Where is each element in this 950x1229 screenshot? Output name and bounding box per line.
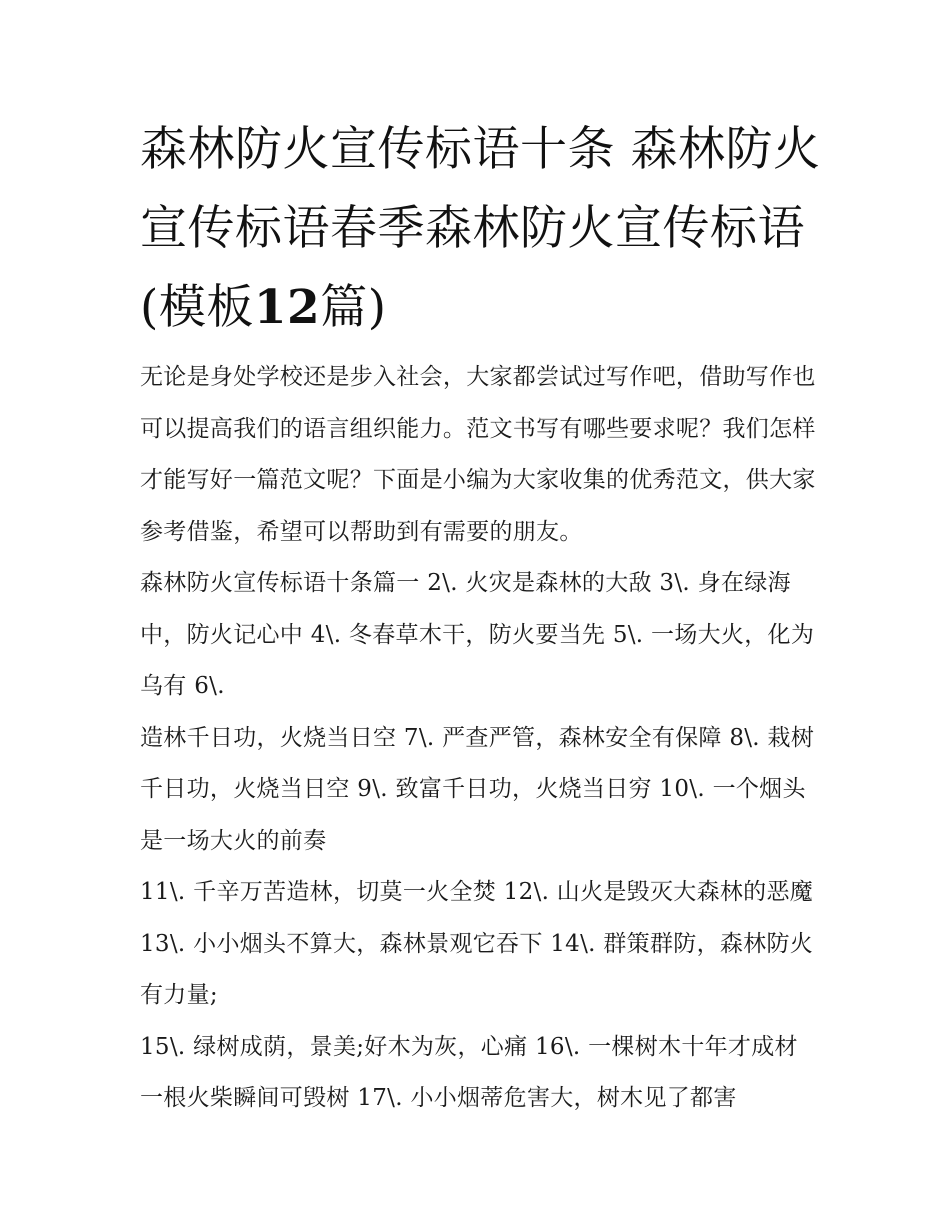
slogan-paragraph-1: 森林防火宣传标语十条篇一 2\. 火灾是森林的大敌 3\. 身在绿海中，防火记心中 4\. 冬春草木干，防火要当先 5\. 一场大火，化为乌有 6\. — [140, 570, 815, 699]
document-title — [140, 110, 830, 347]
slogan-paragraph-3: 11\. 千辛万苦造林，切莫一火全焚 12\. 山火是毁灭大森林的恶魔 13\. 小小烟头不算大，森林景观它吞下 14\. 群策群防，森林防火有力量; — [140, 879, 814, 1008]
intro-paragraph: 无论是身处学校还是步入社会，大家都尝试过写作吧，借助写作也可以提高我们的语言组织能力。范文书写有哪些要求呢？我们怎样才能写好一篇范文呢？下面是小编为大家收集的优秀范文，供大家参考借鉴，希望可以帮助到有需要的朋友。 — [140, 364, 816, 545]
document-body — [140, 352, 820, 1125]
title-number: 12 — [253, 280, 321, 335]
title-text: 森林防火宣传标语十条 森林防火宣传标语春季森林防火宣传标语(模板 — [140, 122, 821, 335]
title-suffix: 篇) — [320, 280, 387, 335]
slogan-paragraph-4: 15\. 绿树成荫，景美;好木为灰，心痛 16\. 一棵树木十年才成材 一根火柴瞬间可毁树 17\. 小小烟蒂危害大，树木见了都害 — [140, 1033, 798, 1111]
slogan-paragraph-2: 造林千日功，火烧当日空 7\. 严查严管，森林安全有保障 8\. 栽树千日功，火烧当日空 9\. 致富千日功，火烧当日穷 10\. 一个烟头是一场大火的前奏 — [140, 724, 815, 854]
